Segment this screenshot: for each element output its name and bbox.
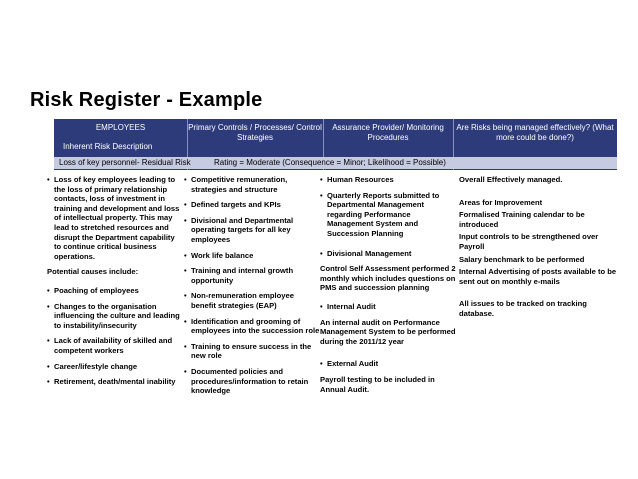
list-item: • Divisional and Departmental operating targets for all key employees	[184, 215, 294, 244]
list-item: • Defined targets and KPIs	[184, 200, 281, 210]
assurance-column	[320, 175, 458, 397]
header-assurance: Assurance Provider/ Monitoring Procedures	[332, 123, 444, 142]
header-controls: Primary Controls / Processes/ Control Strategies	[188, 123, 322, 142]
list-item: • Divisional Management	[320, 248, 412, 258]
effectiveness-text: Areas for Improvement	[459, 197, 543, 207]
header-inherent-risk: Inherent Risk Description	[63, 142, 153, 151]
list-item: • Training to ensure success in the new role	[184, 341, 312, 361]
effectiveness-text: All issues to be tracked on tracking database.	[459, 299, 587, 318]
effectiveness-text: Input controls to be strengthened over Payroll	[459, 232, 599, 251]
list-item: • Career/lifestyle change	[47, 361, 138, 371]
list-item: • Retirement, death/mental inability	[47, 377, 176, 387]
list-item: • Changes to the organisation influencing the culture and leading to instability/insecurity	[47, 301, 180, 330]
risk-description-column	[47, 175, 181, 387]
residual-risk-rating: Rating = Moderate (Consequence = Minor; Likelihood = Possible)	[214, 158, 446, 167]
effectiveness-column	[459, 175, 617, 322]
assurance-text: Payroll testing to be included in Annual Audit.	[320, 374, 435, 394]
assurance-text: Control Self Assessment performed 2 monthly which includes questions on PMS and succession planning	[320, 264, 456, 293]
list-item: • Non-remuneration employee benefit strategies (EAP)	[184, 291, 294, 310]
list-item: • Competitive remuneration, strategies and structure	[184, 175, 288, 194]
list-item: • Documented policies and procedures/information to retain knowledge	[184, 366, 309, 396]
list-item: • Human Resources	[320, 175, 394, 184]
list-item: • Lack of availability of skilled and competent workers	[47, 336, 173, 355]
list-item: • Identification and grooming of employees into the succession role	[184, 316, 320, 336]
header-effectiveness: Are Risks being managed effectively? (What more could be done?)	[456, 123, 614, 142]
effectiveness-text: Internal Advertising of posts available to be sent out on monthly e-mails	[459, 267, 617, 286]
header-employees-label: EMPLOYEES	[95, 123, 146, 132]
list-item: • Loss of key employees leading to the loss of primary relationship contacts, loss of investment in training and development and loss of intellectual property. This may lead to stretched resources and disrupt the Department capability to continue critical business operations.	[47, 175, 180, 261]
assurance-text: An internal audit on Performance Management System to be performed during the 2011/12 year	[320, 317, 456, 346]
controls-column	[184, 175, 320, 396]
list-item: • Work life balance	[184, 250, 254, 260]
residual-risk-row	[54, 157, 617, 169]
effectiveness-text: Salary benchmark to be performed	[459, 254, 585, 264]
header-employees	[54, 119, 187, 151]
effectiveness-text: Overall Effectively managed.	[459, 175, 563, 184]
slide-title: Risk Register - Example	[30, 89, 263, 111]
residual-risk-label: Loss of key personnel- Residual Risk	[59, 158, 191, 167]
list-item: • Internal Audit	[320, 301, 376, 311]
list-item: • External Audit	[320, 359, 379, 369]
list-item: • Quarterly Reports submitted to Departmental Management regarding Performance Management System and Succession Planning	[320, 190, 440, 238]
effectiveness-text: Formalised Training calendar to be introduced	[459, 210, 585, 229]
list-item: • Training and internal growth opportunity	[184, 266, 294, 285]
list-item: • Poaching of employees	[47, 285, 139, 295]
causes-label: Potential causes include:	[47, 267, 139, 277]
